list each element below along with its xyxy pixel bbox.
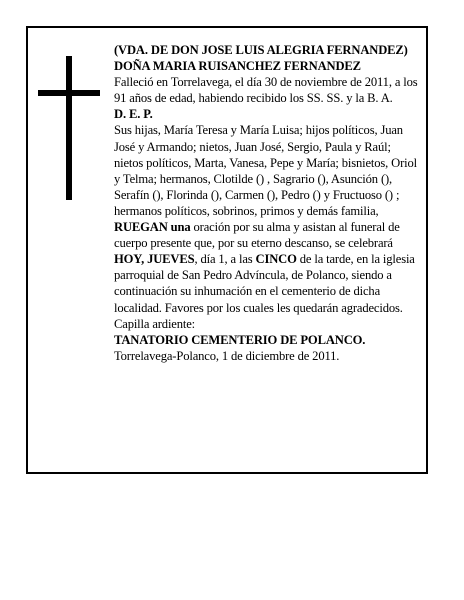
request-lead: RUEGAN una: [114, 220, 191, 235]
request-text-1: oración por su alma y asistan al funeral de cuerpo presente que, por su eterno descanso, se celebrará: [114, 220, 400, 251]
notice-title: (VDA. DE DON JOSE LUIS ALEGRIA FERNANDEZ): [114, 43, 408, 57]
request-text-3: de la tarde, en la iglesia parroquial de San Pedro Advíncula, de Polanco, siendo a continuación su inhumación en el cementerio de dicha localidad. Favores por los cuales les quedarán agradecidos. Capilla ardiente:: [114, 252, 415, 331]
family-paragraph: Sus hijas, María Teresa y María Luisa; hijos políticos, Juan José y Armando; nietos, Juan José, Sergio, Paula y Raúl; nietos políticos, Marta, Vanesa, Pepe y María; bisnietos, Oriol y Telma; hermanos, Clotilde () , Sagrario (), Asunción (), Serafín (), Florinda (), Carmen (), Pedro () y Fructuoso () ; hermanos políticos, sobrinos, primos y demás familia,: [114, 123, 418, 218]
request-text-2: , día 1, a las: [194, 252, 256, 267]
request-day: HOY, JUEVES: [114, 252, 195, 267]
death-paragraph: Falleció en Torrelavega, el día 30 de noviembre de 2011, a los 91 años de edad, habiendo recibido los SS. SS. y la B. A.: [114, 75, 418, 106]
request-time: CINCO: [255, 252, 297, 267]
cross-icon: [38, 56, 102, 200]
notice-body: [114, 42, 422, 364]
funeral-request-paragraph: [114, 219, 422, 332]
chapel-name: TANATORIO CEMENTERIO DE POLANCO.: [114, 332, 366, 347]
place-date: Torrelavega-Polanco, 1 de diciembre de 2011.: [114, 348, 340, 363]
obituary-notice: [26, 26, 428, 474]
deceased-name: DOÑA MARIA RUISANCHEZ FERNANDEZ: [114, 59, 361, 74]
dep-line: D. E. P.: [114, 107, 153, 122]
